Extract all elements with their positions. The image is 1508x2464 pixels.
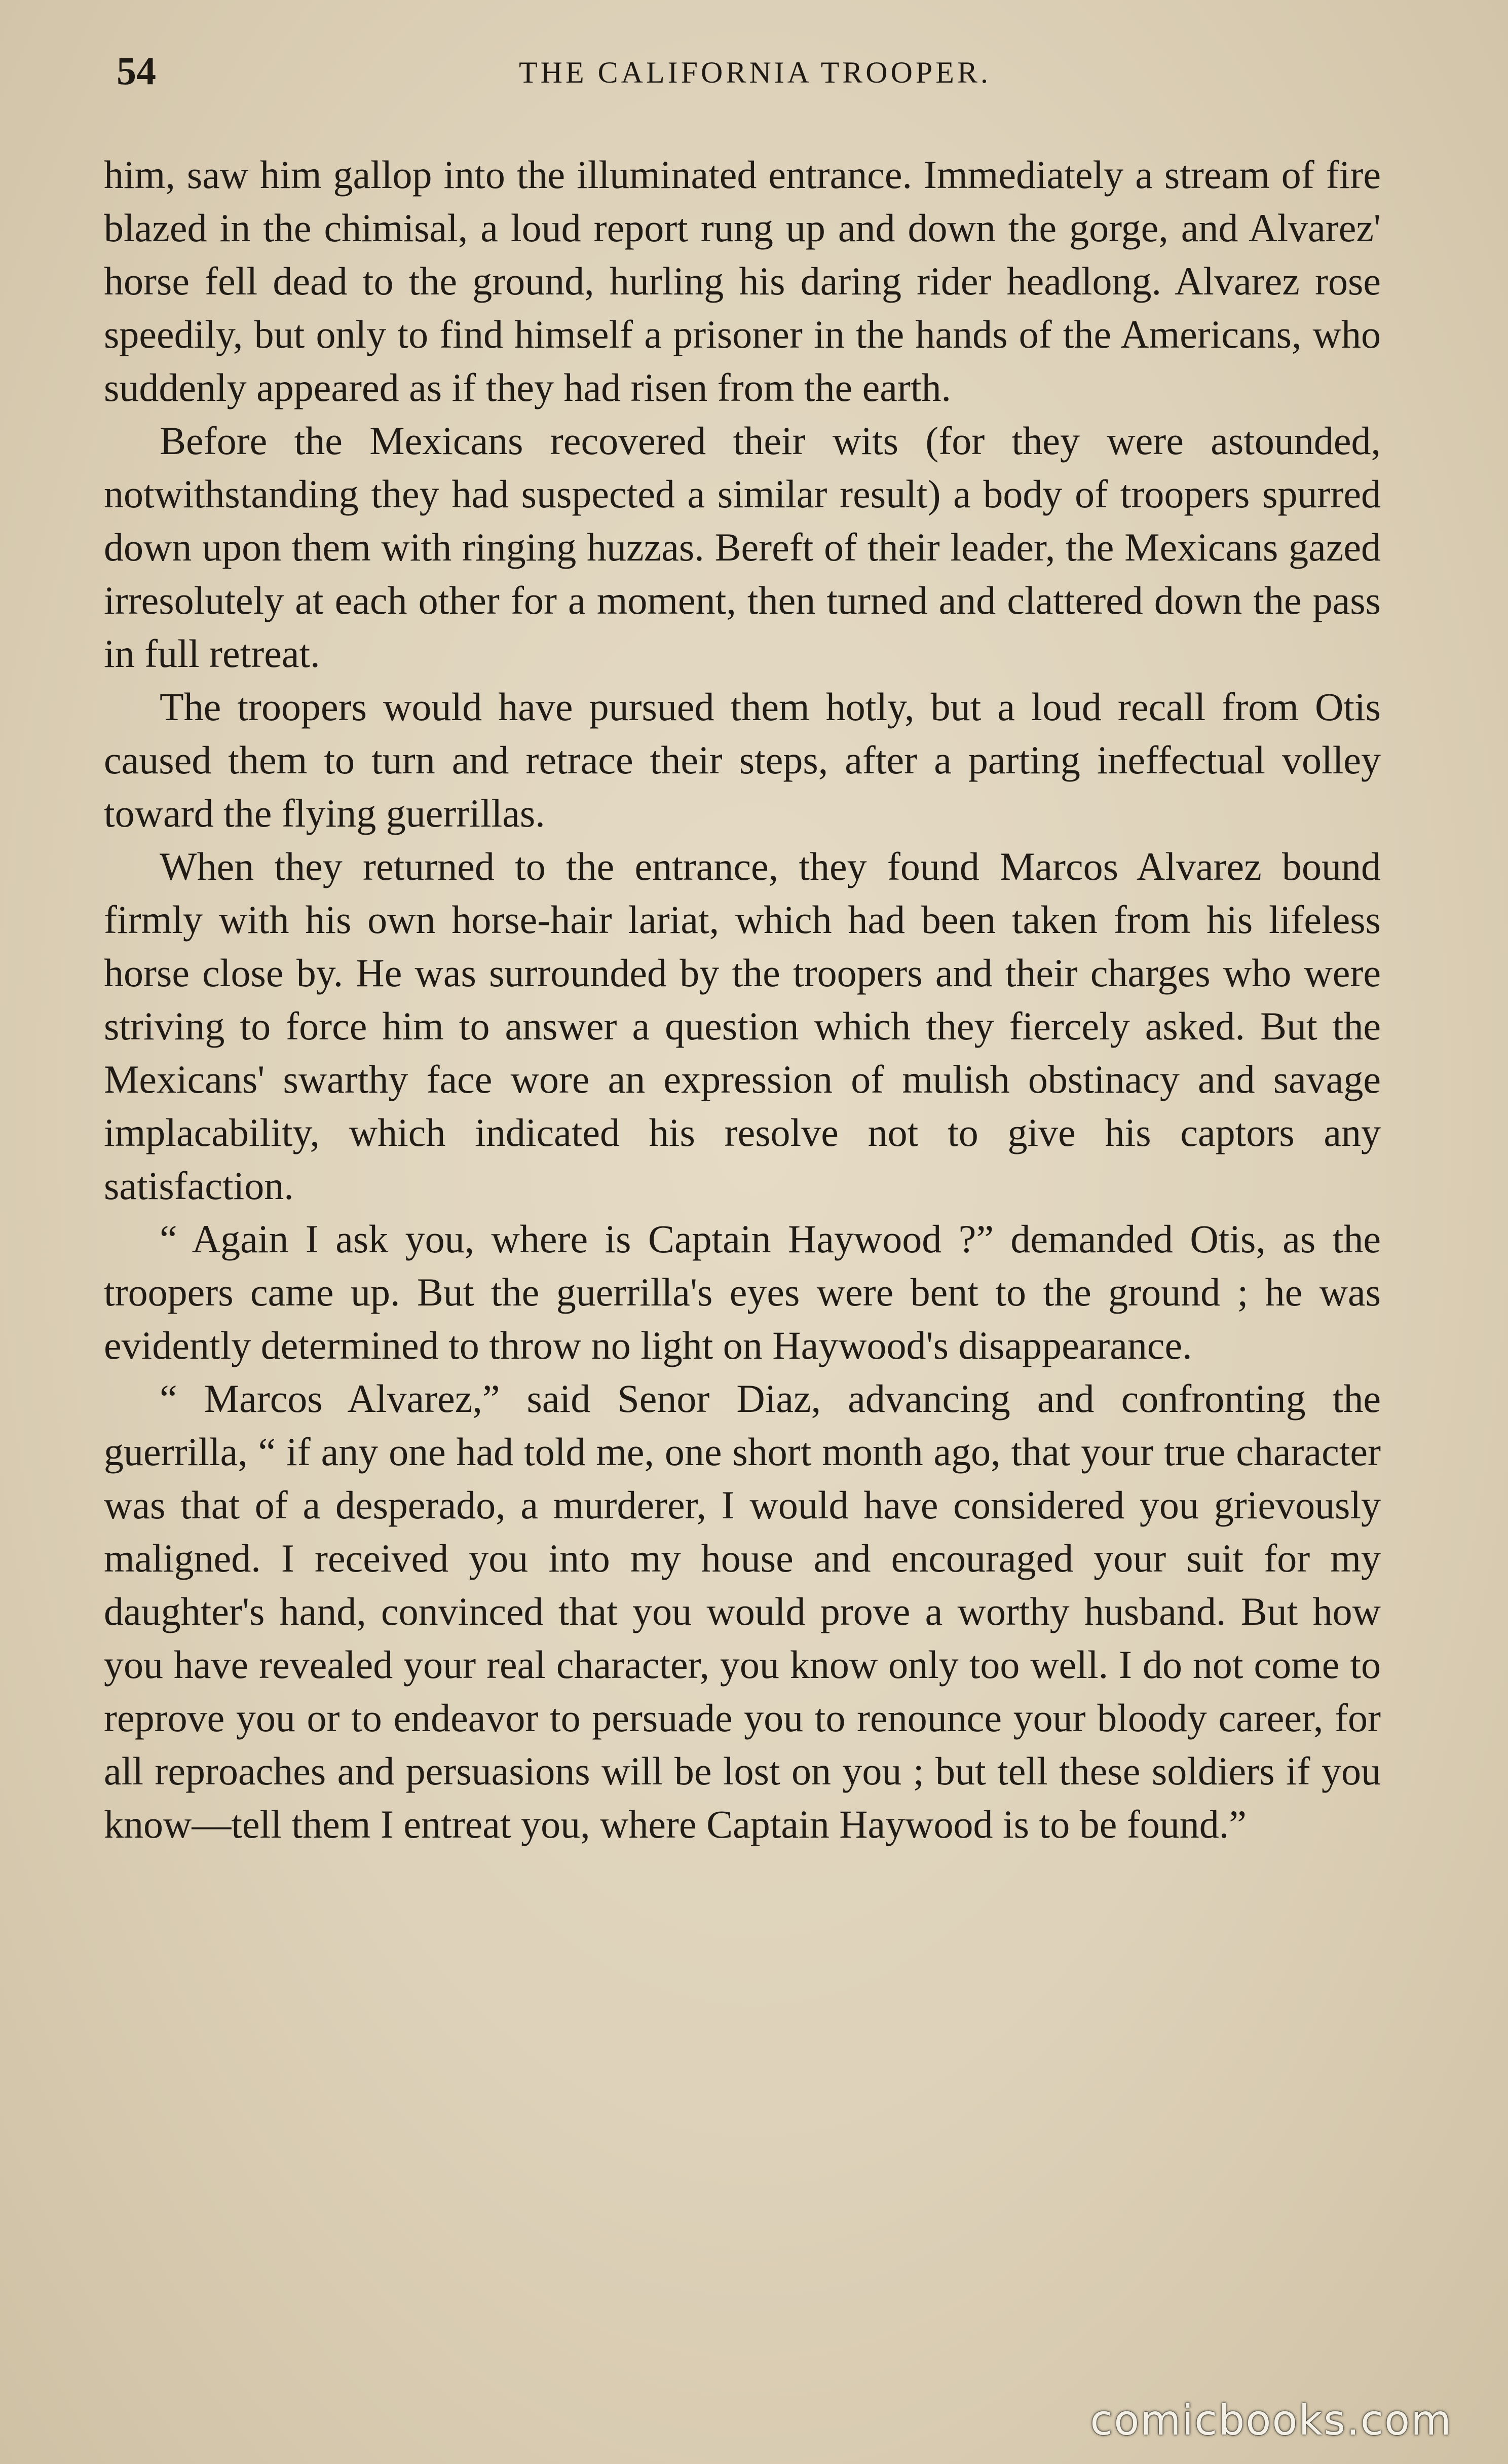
paragraph-6: “ Marcos Alvarez,” said Senor Diaz, advancing and confronting the guerrilla, “ if any one had told me, one short month ago, that your true character was that of a desperado, a murderer, I would have considered you grievously maligned. I received you into my house and encouraged your suit for my daughter's hand, convinced that you would prove a worthy husband. But how you have revealed your real character, you know only too well. I do not come to reprove you or to endeavor to persuade you to renounce your bloody career, for all reproaches and persuasions will be lost on you ; but tell these soldiers if you know—tell them I entreat you, where Captain Haywood is to be found.”	[104, 1376, 1381, 1846]
watermark: comicbooks.com	[1090, 2397, 1452, 2445]
page-header	[101, 48, 1409, 104]
paragraph-2: Before the Mexicans recovered their wits (for they were astounded, notwithstanding they had suspected a similar result) a body of troopers spurred down upon them with ringing huzzas. Bereft of their leader, the Mexicans gazed irresolutely at each other for a moment, then turned and clattered down the pass in full retreat.	[104, 419, 1381, 676]
body-text	[104, 148, 1381, 1851]
running-title: THE CALIFORNIA TROOPER.	[519, 56, 991, 89]
paragraph-3: The troopers would have pursued them hotly, but a loud recall from Otis caused them to turn and retrace their steps, after a parting ineffectual volley toward the flying guerrillas.	[104, 685, 1381, 835]
paragraph-1: him, saw him gallop into the illuminated entrance. Immediately a stream of fire blazed in the chimisal, a loud report rung up and down the gorge, and Alvarez' horse fell dead to the ground, hurling his daring rider headlong. Alvarez rose speedily, but only to find himself a prisoner in the hands of the Americans, who suddenly appeared as if they had risen from the earth.	[104, 153, 1381, 409]
paragraph-5: “ Again I ask you, where is Captain Haywood ?” demanded Otis, as the troopers came up. But the guerrilla's eyes were bent to the ground ; he was evidently determined to throw no light on Haywood's disappearance.	[104, 1217, 1381, 1367]
page-number: 54	[117, 49, 156, 93]
paragraph-4: When they returned to the entrance, they found Marcos Alvarez bound firmly with his own horse-hair lariat, which had been taken from his lifeless horse close by. He was surrounded by the troopers and their charges who were striving to force him to answer a question which they fiercely asked. But the Mexicans' swarthy face wore an expression of mulish obstinacy and savage implacability, which indicated his resolve not to give his captors any satisfaction.	[104, 844, 1381, 1208]
